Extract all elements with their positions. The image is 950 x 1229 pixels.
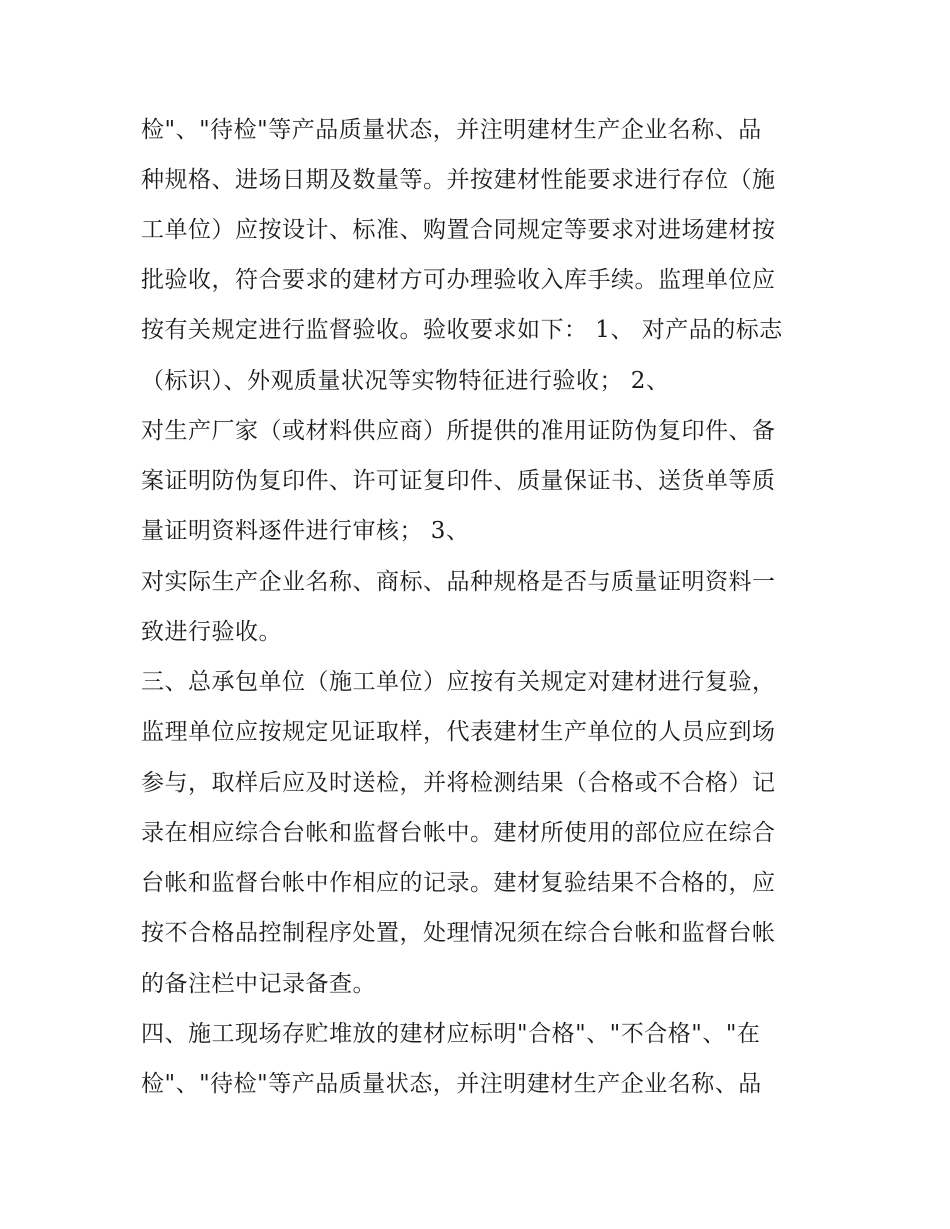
text-line: 工单位）应按设计、标准、购置合同规定等要求对进场建材按 [141, 217, 776, 243]
text-line: 量证明资料逐件进行审核； 3、 [141, 518, 470, 544]
text-line: 对实际生产企业名称、商标、品种规格是否与质量证明资料一 [141, 569, 776, 595]
text-line: 录在相应综合台帐和监督台帐中。建材所使用的部位应在综合 [141, 820, 776, 846]
text-line: 的备注栏中记录备查。 [141, 971, 376, 997]
text-line: 参与，取样后应及时送检，并将检测结果（合格或不合格）记 [141, 770, 776, 796]
text-line: （标识）、外观质量状况等实物特征进行验收； 2、 [141, 368, 670, 394]
text-line: 种规格、进场日期及数量等。并按建材性能要求进行存位（施 [141, 167, 776, 193]
text-line: 检"、"待检"等产品质量状态，并注明建材生产企业名称、品 [141, 117, 762, 143]
text-line: 监理单位应按规定见证取样，代表建材生产单位的人员应到场 [141, 719, 776, 745]
text-line: 按有关规定进行监督验收。验收要求如下： 1、 对产品的标志 [141, 317, 783, 343]
text-line: 四、施工现场存贮堆放的建材应标明"合格"、"不合格"、"在 [141, 1021, 761, 1047]
text-line: 致进行验收。 [141, 619, 282, 645]
text-line: 台帐和监督台帐中作相应的记录。建材复验结果不合格的，应 [141, 870, 776, 896]
text-line: 三、总承包单位（施工单位）应按有关规定对建材进行复验， [141, 669, 776, 695]
text-line: 对生产厂家（或材料供应商）所提供的准用证防伪复印件、备 [141, 418, 776, 444]
text-line: 案证明防伪复印件、许可证复印件、质量保证书、送货单等质 [141, 468, 776, 494]
text-line: 检"、"待检"等产品质量状态，并注明建材生产企业名称、品 [141, 1071, 762, 1097]
text-line: 按不合格品控制程序处置，处理情况须在综合台帐和监督台帐 [141, 920, 776, 946]
text-line: 批验收，符合要求的建材方可办理验收入库手续。监理单位应 [141, 267, 776, 293]
